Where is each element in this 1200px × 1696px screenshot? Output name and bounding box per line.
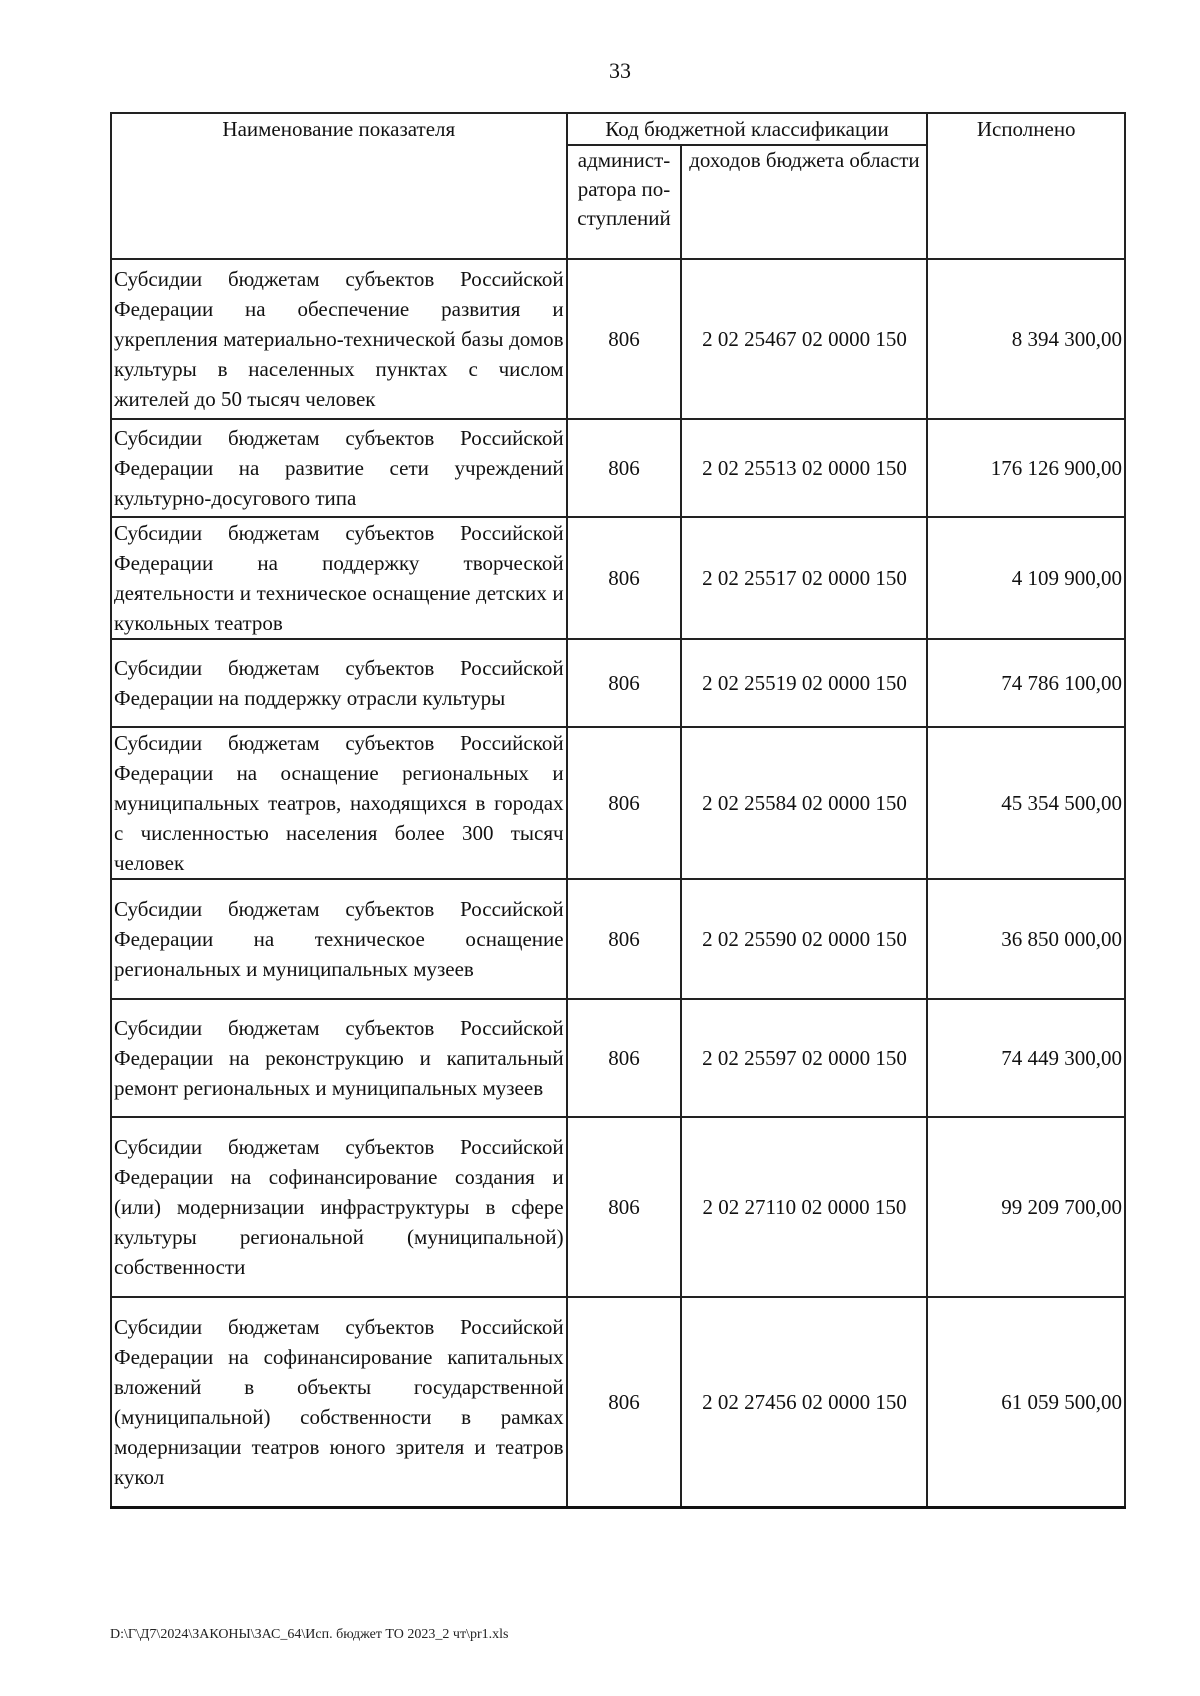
row-income-code: 2 02 25467 02 0000 150 [681, 259, 927, 419]
budget-table [110, 112, 1126, 1509]
table-row [111, 517, 1125, 639]
row-amount: 74 786 100,00 [927, 639, 1125, 727]
header-executed: Исполнено [927, 113, 1125, 259]
table-row [111, 1297, 1125, 1507]
table-row [111, 419, 1125, 517]
table-row [111, 639, 1125, 727]
row-amount: 176 126 900,00 [927, 419, 1125, 517]
row-income-code: 2 02 25590 02 0000 150 [681, 879, 927, 999]
row-amount: 45 354 500,00 [927, 727, 1125, 879]
row-name: Субсидии бюджетам субъектов Российской Федерации на техническое оснащение региональных и муниципальных музеев [111, 879, 567, 999]
row-admin-code: 806 [567, 419, 682, 517]
row-admin-code: 806 [567, 1297, 682, 1507]
row-name: Субсидии бюджетам субъектов Российской Федерации на обеспечение развития и укрепления материально-технической базы домов культуры в населенных пунктах с числом жителей до 50 тысяч человек [111, 259, 567, 419]
row-amount: 4 109 900,00 [927, 517, 1125, 639]
page-number: 33 [609, 58, 631, 83]
row-admin-code: 806 [567, 999, 682, 1117]
footer-file-path: D:\Г\Д7\2024\ЗАКОНЫ\ЗАС_64\Исп. бюджет ТО 2023_2 чт\pr1.xls [110, 1627, 509, 1642]
table-row [111, 259, 1125, 419]
row-admin-code: 806 [567, 879, 682, 999]
row-name: Субсидии бюджетам субъектов Российской Федерации на поддержку творческой деятельности и техническое оснащение детских и кукольных театров [111, 517, 567, 639]
header-income: доходов бюджета области [681, 145, 927, 259]
table-row [111, 1117, 1125, 1297]
row-name: Субсидии бюджетам субъектов Российской Федерации на развитие сети учреждений культурно-досугового типа [111, 419, 567, 517]
table-row [111, 879, 1125, 999]
row-name: Субсидии бюджетам субъектов Российской Федерации на оснащение региональных и муниципальных театров, находящихся в городах с численностью населения более 300 тысяч человек [111, 727, 567, 879]
row-name: Субсидии бюджетам субъектов Российской Федерации на поддержку отрасли культуры [111, 639, 567, 727]
row-admin-code: 806 [567, 639, 682, 727]
table-row [111, 727, 1125, 879]
row-income-code: 2 02 25513 02 0000 150 [681, 419, 927, 517]
row-admin-code: 806 [567, 727, 682, 879]
row-name: Субсидии бюджетам субъектов Российской Федерации на реконструкцию и капитальный ремонт региональных и муниципальных музеев [111, 999, 567, 1117]
row-income-code: 2 02 25597 02 0000 150 [681, 999, 927, 1117]
row-name: Субсидии бюджетам субъектов Российской Федерации на софинансирование создания и (или) модернизации инфраструктуры в сфере культуры региональной (муниципальной) собственности [111, 1117, 567, 1297]
row-amount: 8 394 300,00 [927, 259, 1125, 419]
row-amount: 74 449 300,00 [927, 999, 1125, 1117]
row-admin-code: 806 [567, 517, 682, 639]
row-amount: 61 059 500,00 [927, 1297, 1125, 1507]
row-income-code: 2 02 25519 02 0000 150 [681, 639, 927, 727]
header-indicator-name: Наименование показателя [111, 113, 567, 259]
header-budget-code: Код бюджетной классификации [567, 113, 928, 145]
row-admin-code: 806 [567, 1117, 682, 1297]
row-amount: 99 209 700,00 [927, 1117, 1125, 1297]
row-income-code: 2 02 27110 02 0000 150 [681, 1117, 927, 1297]
row-income-code: 2 02 25517 02 0000 150 [681, 517, 927, 639]
row-income-code: 2 02 25584 02 0000 150 [681, 727, 927, 879]
header-administrator: админист-ратора по-ступлений [567, 145, 682, 259]
row-admin-code: 806 [567, 259, 682, 419]
table-row [111, 999, 1125, 1117]
row-income-code: 2 02 27456 02 0000 150 [681, 1297, 927, 1507]
row-name: Субсидии бюджетам субъектов Российской Федерации на софинансирование капитальных вложений в объекты государственной (муниципальной) собственности в рамках модернизации театров юного зрителя и театров кукол [111, 1297, 567, 1507]
row-amount: 36 850 000,00 [927, 879, 1125, 999]
